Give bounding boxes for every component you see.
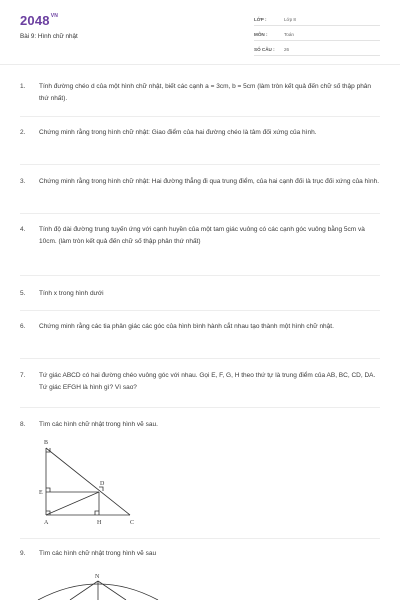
point-label-n: N [95, 574, 100, 580]
meta-key: SỐ CÂU : [254, 47, 275, 52]
question-number: 2. [20, 129, 26, 136]
question-text: Chứng minh rằng trong hình chữ nhật: Hai đường thẳng đi qua trung điểm, của hai cạnh đối là trục đối xứng của hình. [39, 178, 380, 185]
question-number: 6. [20, 323, 26, 330]
question-divider [20, 407, 380, 408]
meta-row-count [254, 44, 380, 56]
right-angle-mark-e [46, 488, 50, 492]
question-number: 3. [20, 178, 26, 185]
question-number: 8. [20, 421, 26, 428]
point-label-d: D [100, 481, 105, 487]
point-label-c: C [130, 520, 135, 526]
question-number: 5. [20, 290, 26, 297]
question-text: Tính đường chéo d của một hình chữ nhật, biết các cạnh a = 3cm, b = 5cm (làm tròn kết quả đến chữ số thập phân thứ nhất). [39, 83, 372, 102]
brand-suffix: VN [50, 13, 59, 19]
point-label-h: H [97, 520, 102, 526]
question-divider [20, 164, 380, 165]
question-text: Tìm các hình chữ nhật trong hình vẽ sau [39, 550, 157, 557]
point-label-e: E [39, 490, 43, 496]
question-number: 7. [20, 372, 26, 379]
meta-value: Toán [284, 32, 294, 37]
question-divider [20, 310, 380, 311]
segment-bc [46, 448, 130, 515]
question-divider [20, 275, 380, 276]
question-text: Tính độ dài đường trung tuyến ứng với cạnh huyền của một tam giác vuông có các cạnh góc vuông bằng 5cm và 10cm. (làm tròn kết quả đến chữ số thập phân thứ nhất) [39, 226, 365, 245]
brand-name: 2048 [20, 13, 50, 28]
question-text: Tìm các hình chữ nhật trong hình vẽ sau. [39, 421, 158, 428]
brand-logo[interactable] [20, 13, 58, 28]
meta-key: MÔN : [254, 32, 268, 37]
question-number: 4. [20, 226, 26, 233]
meta-key: LỚP : [254, 17, 267, 22]
figure-rectangles-q8 [30, 436, 150, 531]
header-divider [0, 64, 400, 65]
question-text: Chứng minh rằng trong hình chữ nhật: Giao điểm của hai đường chéo là tâm đối xứng của hình. [39, 129, 317, 136]
meta-value: Lớp 8 [284, 17, 296, 22]
point-label-b: B [44, 440, 49, 446]
meta-row-subject [254, 29, 380, 41]
figure-rectangles-q9 [30, 566, 170, 600]
right-angle-mark-h [95, 511, 99, 515]
question-divider [20, 213, 380, 214]
question-divider [20, 538, 380, 539]
point-label-a: A [44, 520, 49, 526]
question-number: 9. [20, 550, 26, 557]
segment-ad [46, 492, 99, 515]
question-text: Tứ giác ABCD có hai đường chéo vuông góc với nhau. Gọi E, F, G, H theo thứ tự là trung điểm của AB, BC, CD, DA. Tứ giác EFGH là hình gì? Vì sao? [39, 372, 376, 391]
meta-row-class [254, 14, 380, 26]
meta-value: 26 [284, 47, 290, 52]
question-number: 1. [20, 83, 26, 90]
lesson-title: Bài 9: Hình chữ nhật [20, 33, 78, 40]
question-text: Chứng minh rằng các tia phân giác các góc của hình bình hành cắt nhau tạo thành một hình chữ nhật. [39, 323, 334, 330]
worksheet-header [0, 0, 400, 66]
question-divider [20, 116, 380, 117]
question-divider [20, 358, 380, 359]
question-text: Tính x trong hình dưới [39, 290, 104, 297]
